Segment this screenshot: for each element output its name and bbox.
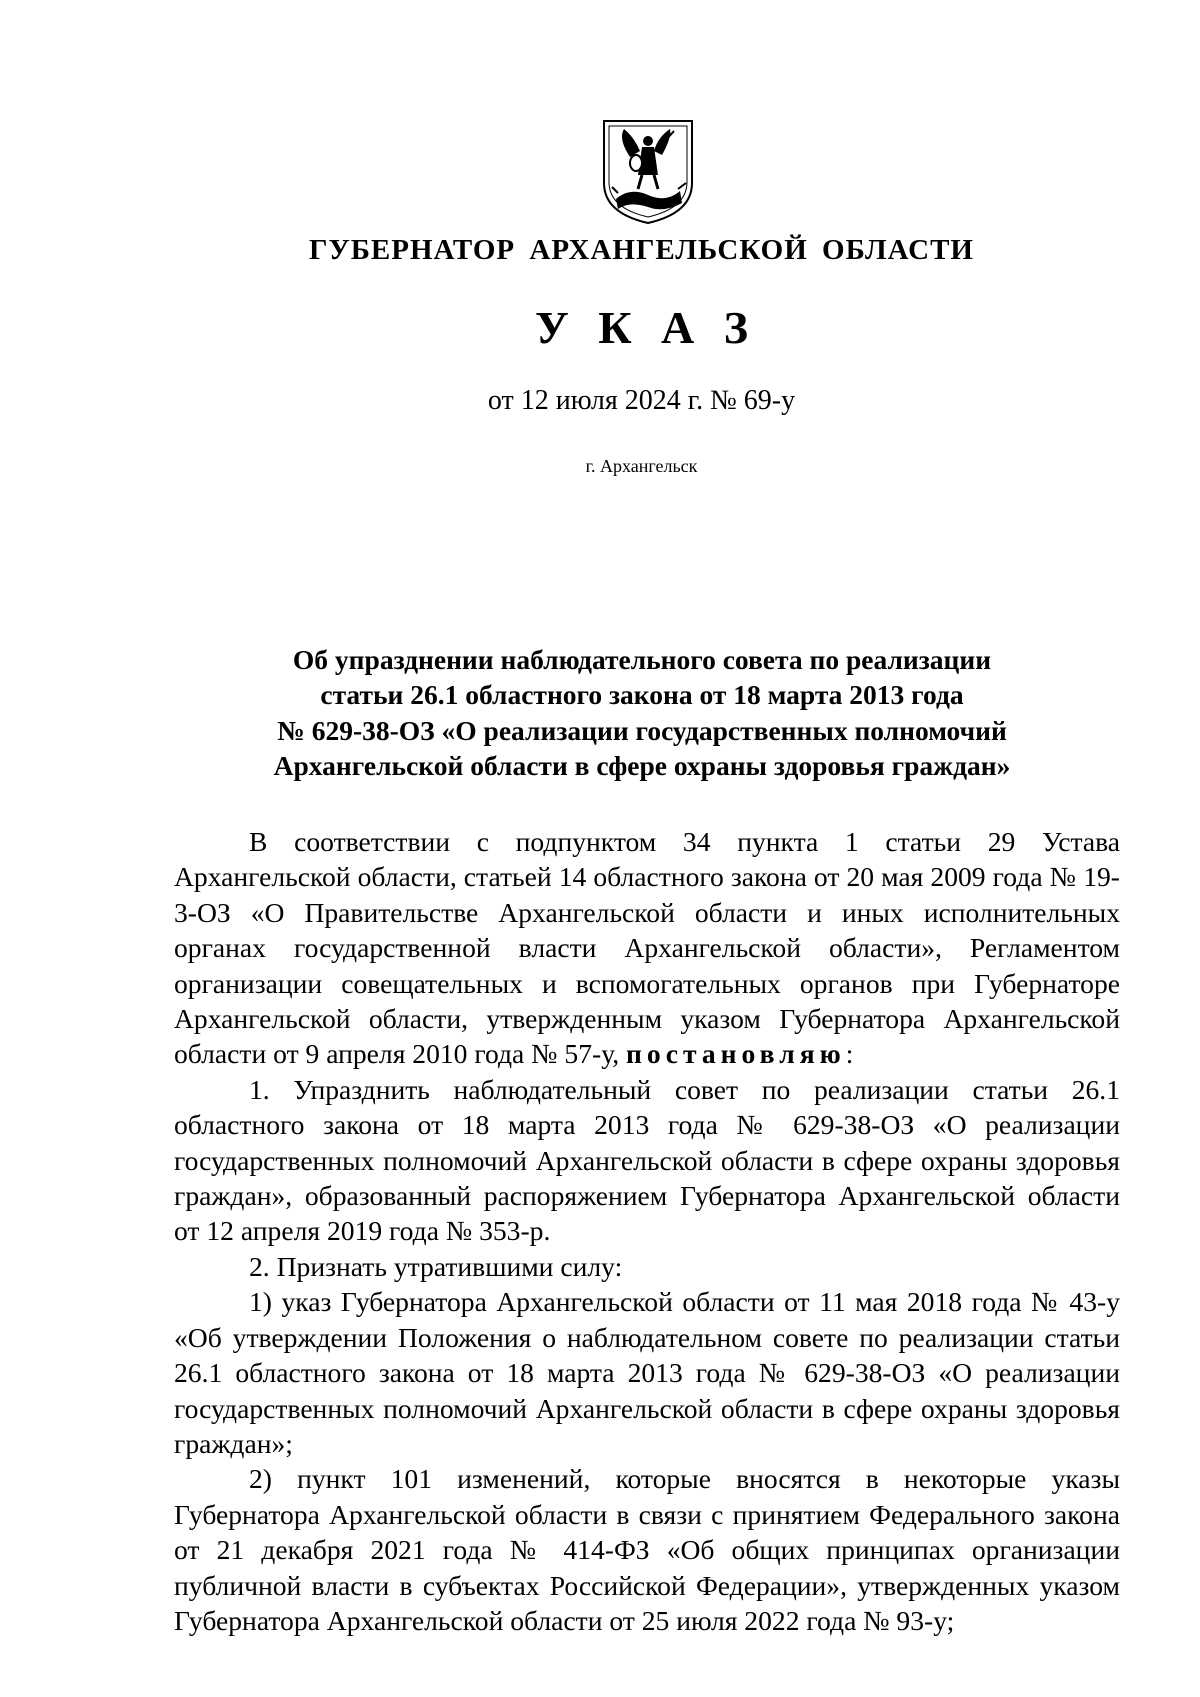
item-2-1-paragraph: 1) указ Губернатора Архангельской области от 11 мая 2018 года № 43-у «Об утверждении Положения о наблюдательном совете по реализации статьи 26.1 областного закона от 18 марта 2013 года № 629-38-ОЗ «О реализации государственных полномочий Архангельской области в сфере охраны здоровья граждан»; — [174, 1286, 1120, 1459]
decree-word: постановляю — [626, 1038, 846, 1070]
document-place: г. Архангельск — [585, 456, 698, 476]
heading-line: Архангельской области в сфере охраны здоровья граждан» — [273, 749, 1011, 781]
preamble-text: В соответствии с подпунктом 34 пункта 1 статьи 29 Устава Архангельской области, статьей 14 областного закона от 20 мая 2009 года № 19-3-ОЗ «О Правительстве Архангельской области и иных исполнительных органах государственной власти Архангельской области», Регламентом организации совещательных и вспомогательных органов при Губернаторе Архангельской области, утвержденным указом Губернатора Архангельской области от 9 апреля 2010 года № 57-у, — [174, 826, 1120, 1070]
item-2-paragraph: 2. Признать утратившими силу: — [249, 1250, 623, 1282]
preamble-paragraph — [174, 824, 1120, 1072]
heading-line: № 629-38-ОЗ «О реализации государственных полномочий — [277, 714, 1007, 746]
coat-of-arms-icon — [600, 117, 696, 227]
heading-line: статьи 26.1 областного закона от 18 марта 2013 года — [320, 679, 964, 711]
document-body — [174, 824, 1120, 1638]
document-date-number: от 12 июля 2024 г. № 69-у — [487, 385, 796, 416]
item-2-2-paragraph: 2) пункт 101 изменений, которые вносятся в некоторые указы Губернатора Архангельской области в связи с принятием Федерального закона от 21 декабря 2021 года № 414-ФЗ «Об общих принципах организации публичной власти в субъектах Российской Федерации», утвержденных указом Губернатора Архангельской области от 25 июля 2022 года № 93-у; — [174, 1463, 1120, 1636]
document-type: У К А З — [534, 302, 749, 353]
heading-line: Об упразднении наблюдательного совета по реализации — [292, 644, 992, 675]
decree-colon: : — [845, 1038, 854, 1070]
issuer-title: ГУБЕРНАТОР АРХАНГЕЛЬСКОЙ ОБЛАСТИ — [309, 234, 974, 266]
item-1-paragraph: 1. Упразднить наблюдательный совет по реализации статьи 26.1 областного закона от 18 марта 2013 года № 629-38-ОЗ «О реализации государственных полномочий Архангельской области в сфере охраны здоровья граждан», образованный распоряжением Губернатора Архангельской области от 12 апреля 2019 года № 353-р. — [174, 1073, 1120, 1247]
document-heading — [172, 642, 1112, 783]
